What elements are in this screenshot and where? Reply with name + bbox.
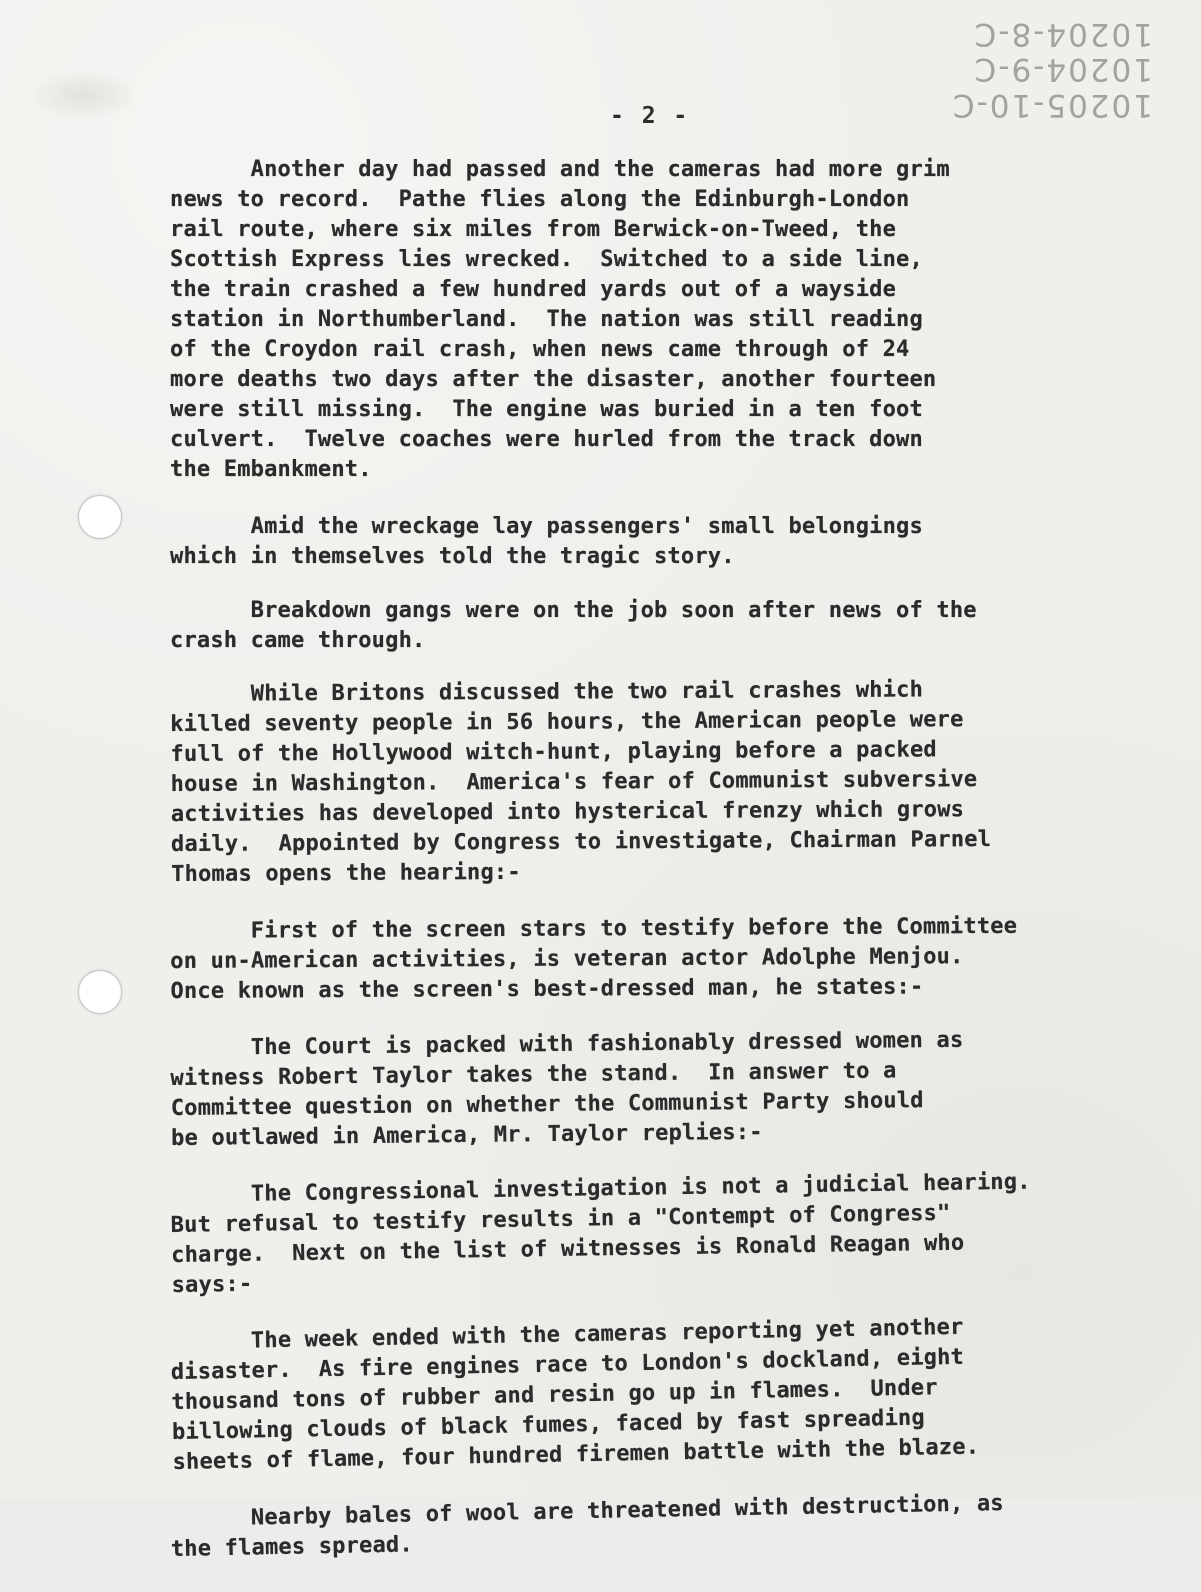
reference-number-line: 10205-10-C [950,86,1153,123]
reference-number-line: 10204-9-C [972,51,1153,88]
reference-numbers [950,15,1153,123]
paragraph-ronald-reagan: The Congressional investigation is not a judicial hearing. But refusal to testify results in a "Contempt of Congress" charge. Next on the list of witnesses is Ronald Reagan who says:- [170,1169,1031,1298]
reference-number-line: 10204-8-C [972,15,1153,52]
paragraph-breakdown-gangs: Breakdown gangs were on the job soon after news of the crash came through. [170,598,977,653]
page-number: - 2 - [610,103,690,129]
paragraph-adolphe-menjou: First of the screen stars to testify before the Committee on un-American activities, is veteran actor Adolphe Menjou. Once known as the screen's best-dressed man, he states:- [170,913,1018,1004]
paragraph-dockland-fire: The week ended with the cameras reporting yet another disaster. As fire engines race to London's dockland, eight thousand tons of rubber and resin go up in flames. Under billowing clouds of black fumes, faced by fast spreading sheets of flame, four hundred firemen battle with the blaze. [170,1314,980,1475]
paragraph-wreckage: Amid the wreckage lay passengers' small belongings which in themselves told the tragic story. [170,514,923,569]
edge-stain [28,70,138,120]
paragraph-scottish-express: Another day had passed and the cameras had more grim news to record. Pathe flies along the Edinburgh-London rail route, where six miles from Berwick-on-Tweed, the Scottish Express lies wrecked. Switched to a side line, the train crashed a few hundred yards out of a wayside station in Northumberland. The nation was still reading of the Croydon rail crash, when news came through of 24 more deaths two days after the disaster, another fourteen were still missing. The engine was buried in a ten foot culvert. Twelve coaches were hurled from the track down the Embankment. [170,157,950,482]
paragraph-robert-taylor: The Court is packed with fashionably dressed women as witness Robert Taylor takes the stand. In answer to a Committee question on whether the Communist Party should be outlawed in America, Mr. Taylor replies:- [170,1027,964,1151]
punch-hole [78,970,122,1014]
document-body [170,155,1095,1592]
paragraph-wool-bales: Nearby bales of wool are threatened with destruction, as the flames spread. [170,1490,1004,1562]
paragraph-hollywood-hearing: While Britons discussed the two rail crashes which killed seventy people in 56 hours, the American people were full of the Hollywood witch-hunt, playing before a packed house in Washington. America's fear of Communist subversive activities has developed into hysterical frenzy which grows daily. Appointed by Congress to investigate, Chairman Parnel Thomas opens the hearing:- [170,677,992,887]
punch-hole [78,495,122,539]
